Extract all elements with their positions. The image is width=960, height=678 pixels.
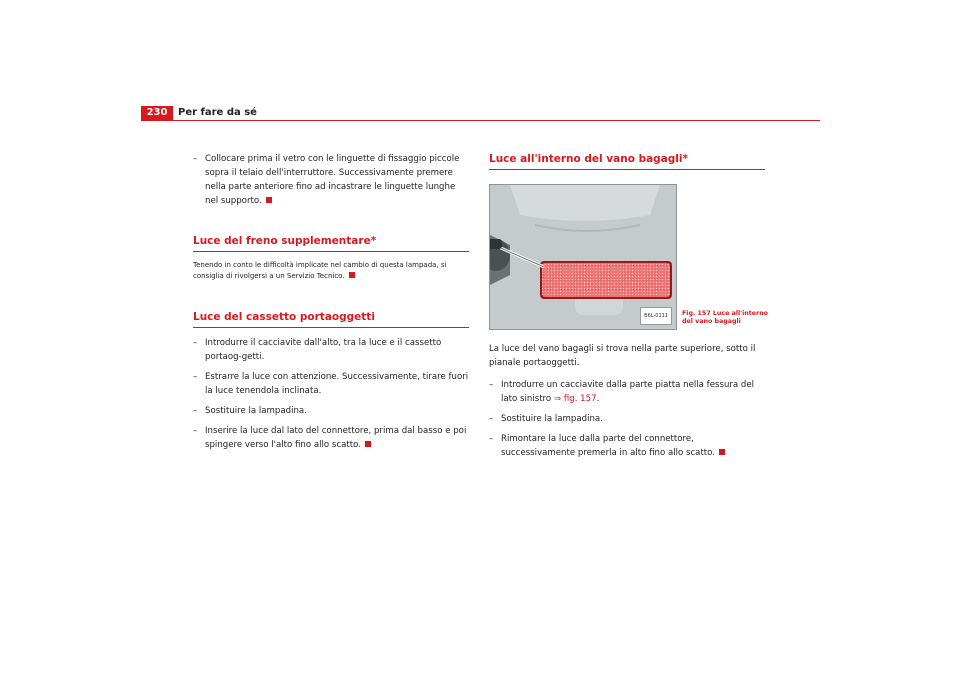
list-item xyxy=(193,424,469,452)
item-text: Introdurre un cacciavite dalla parte piatta nella fessura del lato sinistro xyxy=(501,380,755,404)
dash: – xyxy=(193,372,198,382)
running-title: Per fare da sé xyxy=(178,107,257,118)
dash: – xyxy=(489,380,494,390)
list-item xyxy=(489,412,765,426)
end-mark-icon xyxy=(349,272,355,278)
dash: – xyxy=(489,414,494,424)
end-mark-icon xyxy=(719,449,725,455)
figure-link[interactable]: ⇒ fig. 157 xyxy=(553,394,597,404)
list-item xyxy=(193,336,469,364)
list-item xyxy=(193,152,469,208)
page-number: 230 xyxy=(141,106,173,120)
end-mark-icon xyxy=(266,197,272,203)
list-item xyxy=(489,378,765,406)
left-column xyxy=(193,152,469,458)
right-column xyxy=(489,152,765,466)
dash: – xyxy=(193,426,198,436)
section-title-brake-light: Luce del freno supplementare* xyxy=(193,234,469,252)
section-title-glovebox: Luce del cassetto portaoggetti xyxy=(193,310,469,328)
caption-line: del vano bagagli xyxy=(682,318,741,325)
item-text: Collocare prima il vetro con le linguette di fissaggio piccole sopra il telaio dell'interruttore. Successivamente premere nella parte anteriore fino ad incastrare le linguette lunghe nel supporto. xyxy=(205,154,460,206)
item-text-end: . xyxy=(596,394,600,404)
list-item xyxy=(193,404,469,418)
trunk-light-intro: La luce del vano bagagli si trova nella parte superiore, sotto il pianale portaoggetti. xyxy=(489,344,756,368)
brake-light-note xyxy=(193,260,469,282)
item-text: Inserire la luce dal lato del connettore, prima dal basso e poi spingere verso l'alto fino allo scatto. xyxy=(205,426,467,450)
header-rule xyxy=(141,120,820,121)
note-text: Tenendo in conto le difficoltà implicate nel cambio di questa lampada, si consiglia di rivolgersi a un Servizio Tecnico. xyxy=(193,261,447,280)
figure-code: B6L-0111 xyxy=(640,307,672,325)
item-text: Sostituire la lampadina. xyxy=(501,414,603,424)
end-mark-icon xyxy=(365,441,371,447)
figure-trunk-light xyxy=(489,184,677,330)
item-text: Rimontare la luce dalla parte del connettore, successivamente premerla in alto fino allo scatto. xyxy=(501,434,716,458)
list-item xyxy=(193,370,469,398)
list-item xyxy=(489,432,765,460)
glovebox-steps xyxy=(193,336,469,452)
dash: – xyxy=(193,338,198,348)
dash: – xyxy=(193,406,198,416)
item-text: Sostituire la lampadina. xyxy=(205,406,307,416)
item-text: Estrarre la luce con attenzione. Successivamente, tirare fuori la luce tenendola inclinata. xyxy=(205,372,469,396)
section-title-trunk-light: Luce all'interno del vano bagagli* xyxy=(489,152,765,170)
dash: – xyxy=(489,434,494,444)
item-text: Introdurre il cacciavite dall'alto, tra la luce e il cassetto portaog-getti. xyxy=(205,338,442,362)
caption-line: Fig. 157 Luce all'interno xyxy=(682,310,768,317)
dash: – xyxy=(193,154,198,164)
figure-caption xyxy=(682,310,772,326)
